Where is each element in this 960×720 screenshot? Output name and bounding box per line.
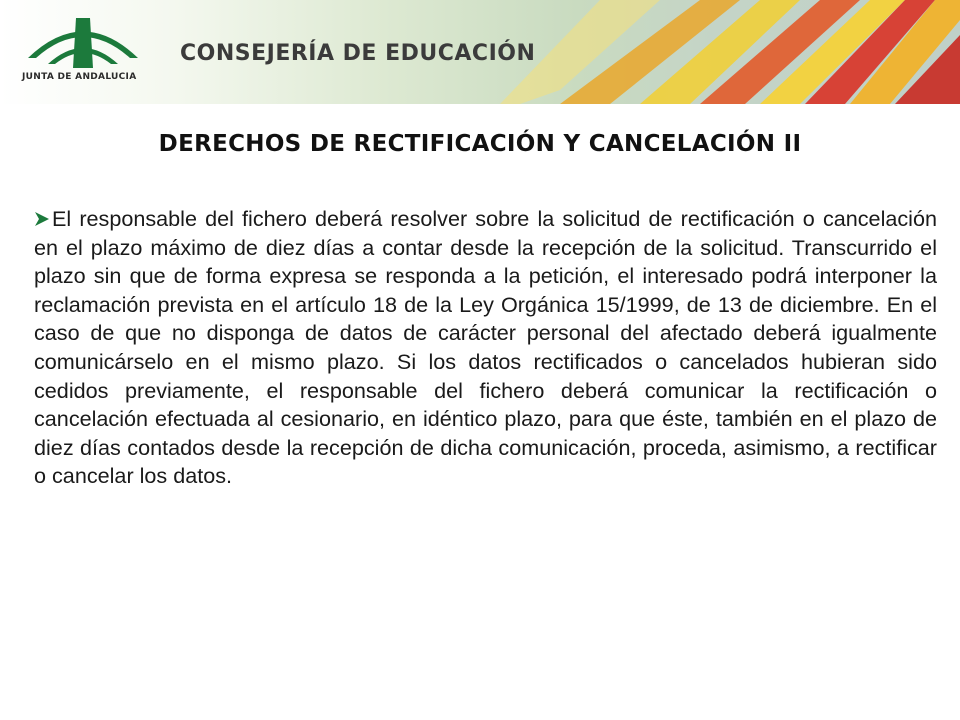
body-paragraph: El responsable del fichero deberá resolver sobre la solicitud de rectificación o cancelación en el plazo máximo de diez días a contar desde la recepción de la solicitud. Transcurrido el plazo sin que de forma expresa se responda a la petición, el interesado podrá interponer la reclamación prevista en el artículo 18 de la Ley Orgánica 15/1999, de 13 de diciembre. En el caso de que no disponga de datos de carácter personal del afectado deberá igualmente comunicárselo en el mismo plazo. Si los datos rectificados o cancelados hubieran sido cedidos previamente, el responsable del fichero deberá comunicar la rectificación o cancelación efectuada al cesionario, en idéntico plazo, para que éste, también en el plazo de diez días contados desde la recepción de dicha comunicación, proceda, asimismo, a rectificar o cancelar los datos. <box>34 206 937 489</box>
header-banner <box>0 0 960 104</box>
slide-title: DERECHOS DE RECTIFICACIÓN Y CANCELACIÓN II <box>158 131 802 157</box>
logo-text: JUNTA DE ANDALUCIA <box>22 72 137 82</box>
arrow-bullet-icon <box>34 211 50 227</box>
department-name: CONSEJERÍA DE EDUCACIÓN <box>180 41 536 66</box>
slide-body <box>34 205 937 491</box>
